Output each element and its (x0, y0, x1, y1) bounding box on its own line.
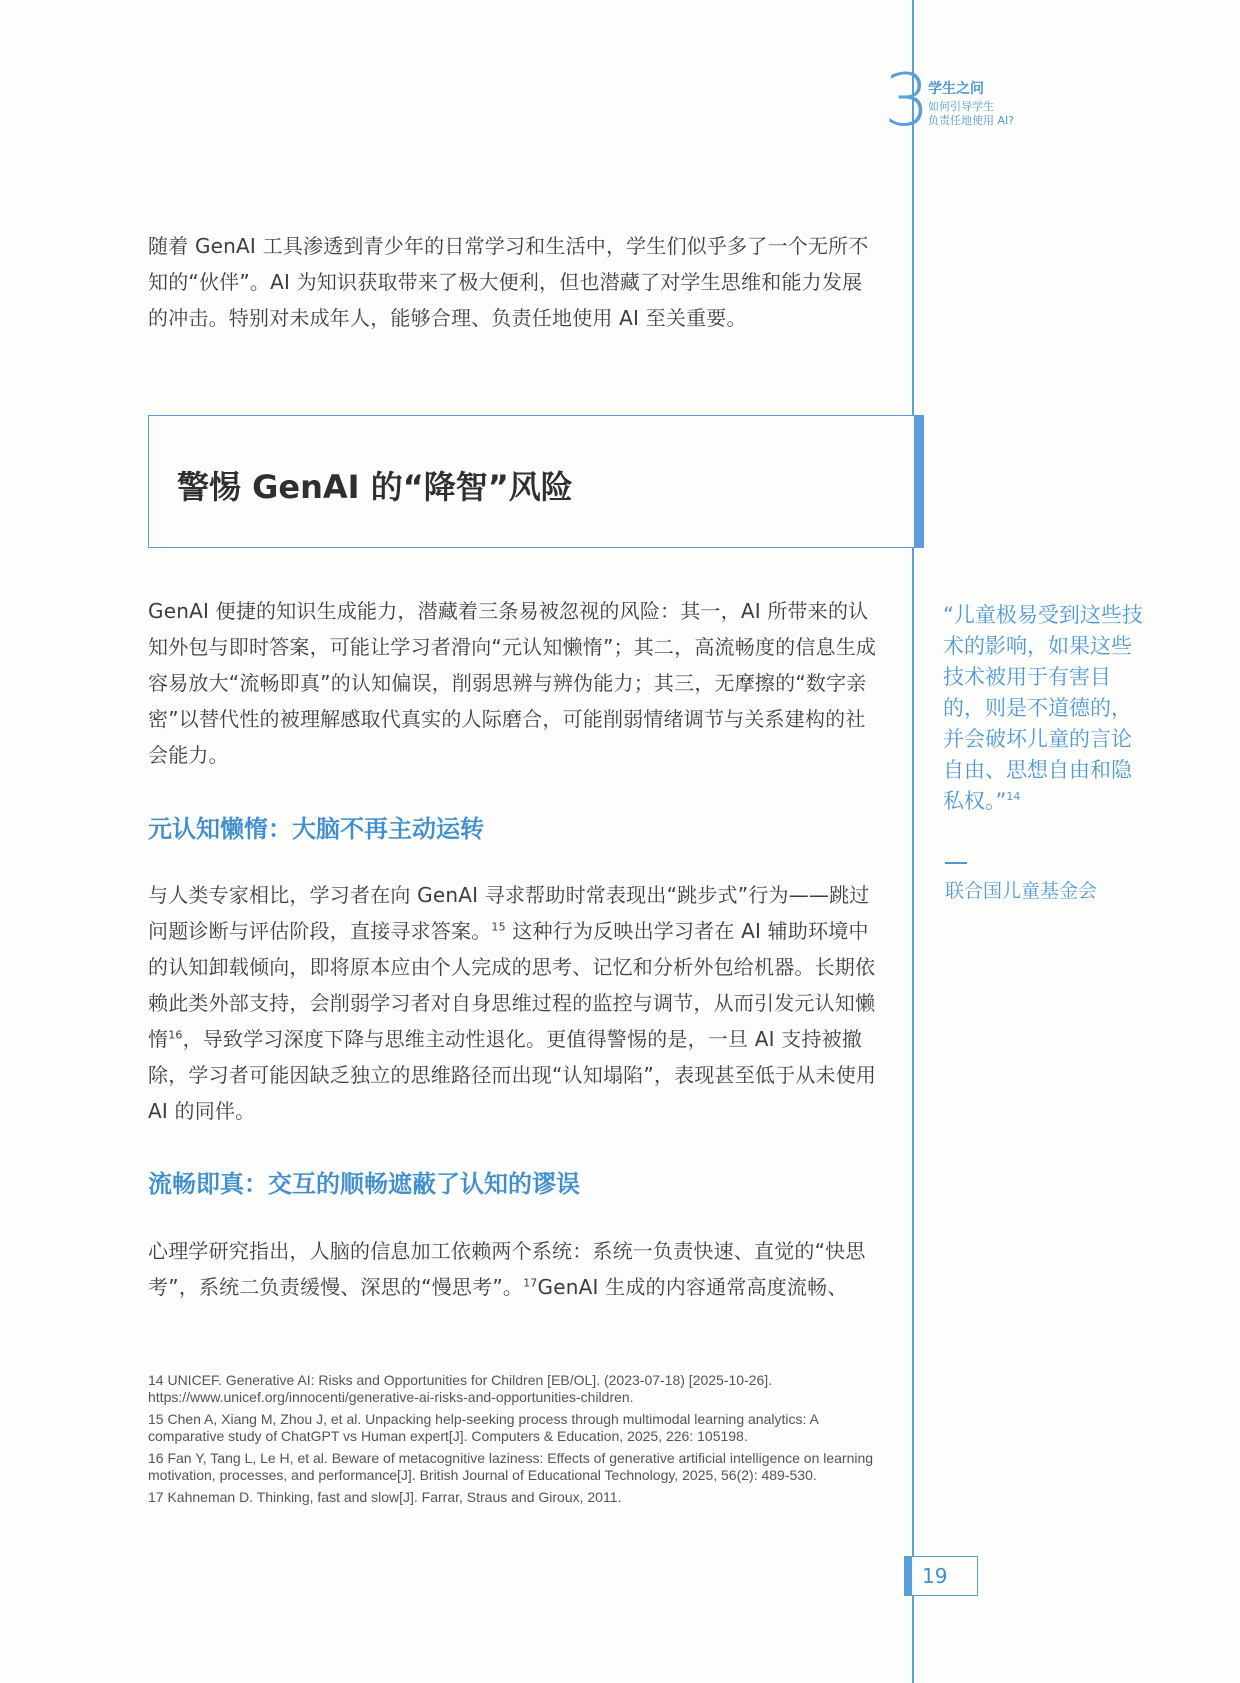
footnote-ref-17[interactable]: 17 (523, 1276, 538, 1290)
intro-paragraph: 随着 GenAI 工具渗透到青少年的日常学习和生活中，学生们似乎多了一个无所不知的“伙伴”。AI 为知识获取带来了极大便利，但也潜藏了对学生思维和能力发展的冲击。特别对未成年人，能够合理、负责任地使用 AI 至关重要。 (148, 234, 869, 330)
fluency-paragraph (148, 1233, 878, 1305)
page-number: 19 (922, 1564, 948, 1588)
metacognitive-paragraph (148, 877, 878, 1129)
page-number-box (905, 1556, 978, 1596)
footnote-17: 17 Kahneman D. Thinking, fast and slow[J]. Farrar, Straus and Giroux, 2011. (148, 1489, 622, 1505)
chapter-subtitle-line2: 负责任地使用 AI? (928, 114, 1015, 127)
risk-overview-paragraph: GenAI 便捷的知识生成能力，潜藏着三条易被忽视的风险：其一，AI 所带来的认知外包与即时答案，可能让学习者滑向“元认知懒惰”；其二，高流畅度的信息生成容易放大“流畅即真”的认知偏误，削弱思辨与辨伪能力；其三，无摩擦的“数字亲密”以替代性的被理解感取代真实的人际磨合，可能削弱情绪调节与关系建构的社会能力。 (148, 599, 877, 767)
quote-source-dash (945, 862, 967, 864)
subheading-metacognitive-laziness: 元认知懒惰：大脑不再主动运转 (148, 815, 484, 843)
margin-divider-line (912, 0, 914, 1683)
section-title: 警惕 GenAI 的“降智”风险 (177, 468, 573, 506)
para3-text-2: GenAI 生成的内容通常高度流畅、 (537, 1275, 848, 1299)
chapter-subtitle (928, 100, 1014, 128)
pull-quote-text: “儿童极易受到这些技术的影响，如果这些技术被用于有害目的，则是不道德的，并会破坏儿童的言论自由、思想自由和隐私权。” (943, 603, 1143, 813)
pull-quote-ref[interactable]: 14 (1006, 790, 1021, 803)
footnote-ref-15[interactable]: 15 (491, 920, 506, 934)
chapter-marker (884, 58, 1034, 142)
footnote-14: 14 UNICEF. Generative AI: Risks and Opportunities for Children [EB/OL]. (2023-07-18) [2025-10-26]. https://www.unicef.org/innocenti/generative-ai-risks-and-opportunities-children. (148, 1372, 773, 1405)
para2-text-1: 与人类专家相比，学习者在向 GenAI 寻求帮助时常表现出“跳步式”行为——跳过问题诊断与评估阶段，直接寻求答案。 (148, 883, 870, 943)
subheading-fluency-truth: 流畅即真：交互的顺畅遮蔽了认知的谬误 (148, 1170, 580, 1198)
pull-quote (943, 600, 1143, 817)
chapter-number: 3 (884, 58, 930, 142)
page-number-accent (904, 1556, 912, 1596)
footnote-16: 16 Fan Y, Tang L, Le H, et al. Beware of metacognitive laziness: Effects of generative artificial intelligence on learning motivation, processes, and performance[J]. British Journal of Educational Technology, 2025, 56(2): 489-530. (148, 1450, 874, 1483)
chapter-subtitle-line1: 如何引导学生 (928, 100, 994, 113)
footnote-ref-16[interactable]: 16 (168, 1028, 183, 1042)
para3-text-1: 心理学研究指出，人脑的信息加工依赖两个系统：系统一负责快速、直觉的“快思考”，系统二负责缓慢、深思的“慢思考”。 (148, 1239, 866, 1299)
heading-accent-bar (914, 415, 924, 548)
chapter-title: 学生之问 (928, 81, 984, 97)
footnote-15: 15 Chen A, Xiang M, Zhou J, et al. Unpacking help-seeking process through multimodal learning analytics: A comparative study of ChatGPT vs Human expert[J]. Computers & Education, 2025, 226: 105198. (148, 1411, 819, 1444)
para2-text-3: ，导致学习深度下降与思维主动性退化。更值得警惕的是，一旦 AI 支持被撤除，学习者可能因缺乏独立的思维路径而出现“认知塌陷”，表现甚至低于从未使用 AI 的同伴。 (148, 1027, 877, 1123)
quote-source: 联合国儿童基金会 (945, 880, 1098, 902)
section-heading-box (148, 415, 924, 548)
para2-text-2: 这种行为反映出学习者在 AI 辅助环境中的认知卸载倾向，即将原本应由个人完成的思考、记忆和分析外包给机器。长期依赖此类外部支持，会削弱学习者对自身思维过程的监控与调节，从而引发元认知懒惰 (148, 919, 876, 1051)
